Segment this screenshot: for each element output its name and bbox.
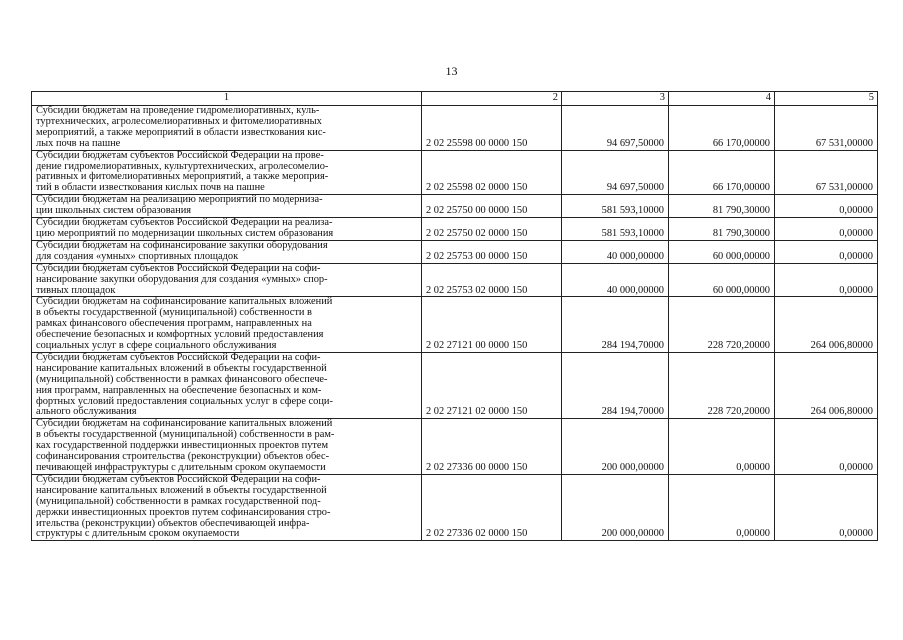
description-line: в объекты государственной (муниципальной) собственности в рам- — [36, 429, 335, 441]
amount-col-5: 67 531,00000 — [775, 150, 878, 195]
description-line: нансирование закупки оборудования для создания «умных» спор- — [36, 273, 328, 285]
income-code: 2 02 25753 00 0000 150 — [422, 240, 562, 263]
description-line: Субсидии бюджетам на софинансирование капитальных вложений — [36, 296, 333, 308]
description-line: софинансирования строительства (реконструкции) объектов обес- — [36, 451, 330, 463]
income-code: 2 02 25598 00 0000 150 — [422, 106, 562, 151]
description-line: Субсидии бюджетам на софинансирование капитальных вложений — [36, 418, 333, 430]
description-line: ального обслуживания — [36, 406, 137, 418]
row-description — [32, 263, 422, 297]
description-line: фортных условий предоставления социальных услуг в сфере соци- — [36, 395, 333, 407]
column-header-5: 5 — [775, 92, 878, 106]
column-header-2: 2 — [422, 92, 562, 106]
column-header-3: 3 — [562, 92, 669, 106]
table-row — [32, 297, 878, 353]
row-description — [32, 297, 422, 353]
description-line: лых почв на пашне — [36, 137, 121, 149]
amount-col-5: 264 006,80000 — [775, 352, 878, 418]
amount-col-4: 66 170,00000 — [669, 150, 775, 195]
description-line: тий в области известкования кислых почв на пашне — [36, 182, 265, 194]
amount-col-4: 81 790,30000 — [669, 195, 775, 218]
description-line: Субсидии бюджетам на реализацию мероприятий по модерниза- — [36, 194, 323, 206]
column-header-1: 1 — [32, 92, 422, 106]
table-row — [32, 352, 878, 418]
amount-col-3: 40 000,00000 — [562, 263, 669, 297]
amount-col-5: 0,00000 — [775, 240, 878, 263]
amount-col-5: 0,00000 — [775, 263, 878, 297]
row-description — [32, 106, 422, 151]
amount-col-4: 228 720,20000 — [669, 352, 775, 418]
description-line: ках государственной поддержки инвестиционных проектов путем — [36, 440, 329, 452]
description-line: ции школьных систем образования — [36, 205, 192, 217]
amount-col-3: 581 593,10000 — [562, 218, 669, 241]
income-code: 2 02 27336 00 0000 150 — [422, 419, 562, 475]
description-line: Субсидии бюджетам субъектов Российской Федерации на реализа- — [36, 217, 333, 229]
amount-col-3: 94 697,50000 — [562, 150, 669, 195]
description-line: печивающей инфраструктуры с длительным сроком окупаемости — [36, 462, 326, 473]
table-row — [32, 474, 878, 540]
description-line: в объекты государственной (муниципальной) собственности в — [36, 307, 312, 319]
amount-col-3: 581 593,10000 — [562, 195, 669, 218]
table-row — [32, 240, 878, 263]
description-line: нансирование капитальных вложений в объекты государственной — [36, 362, 327, 374]
income-code: 2 02 25750 00 0000 150 — [422, 195, 562, 218]
income-code: 2 02 27121 02 0000 150 — [422, 352, 562, 418]
budget-table — [31, 91, 878, 541]
description-line: ительства (реконструкции) объектов обеспечивающей инфра- — [36, 517, 310, 529]
amount-col-5: 264 006,80000 — [775, 297, 878, 353]
description-line: Субсидии бюджетам субъектов Российской Федерации на прове- — [36, 149, 324, 161]
row-description — [32, 419, 422, 475]
description-line: мероприятий, а также мероприятий в области известкования кис- — [36, 126, 326, 138]
description-line: Субсидии бюджетам субъектов Российской Федерации на софи- — [36, 473, 321, 485]
amount-col-5: 0,00000 — [775, 195, 878, 218]
income-code: 2 02 27121 00 0000 150 — [422, 297, 562, 353]
amount-col-3: 284 194,70000 — [562, 352, 669, 418]
amount-col-3: 284 194,70000 — [562, 297, 669, 353]
description-line: рамках финансового обеспечения программ, направленных на — [36, 318, 312, 330]
table-row — [32, 106, 878, 151]
description-line: для создания «умных» спортивных площадок — [36, 250, 239, 262]
amount-col-5: 67 531,00000 — [775, 106, 878, 151]
amount-col-4: 66 170,00000 — [669, 106, 775, 151]
description-line: Субсидии бюджетам на проведение гидромелиоративных, куль- — [36, 105, 320, 116]
description-line: ративных и фитомелиоративных мероприятий, а также мероприя- — [36, 171, 329, 183]
income-code: 2 02 27336 02 0000 150 — [422, 474, 562, 540]
amount-col-4: 228 720,20000 — [669, 297, 775, 353]
row-description — [32, 195, 422, 218]
description-line: (муниципальной) собственности в рамках финансового обеспече- — [36, 373, 328, 385]
column-header-4: 4 — [669, 92, 775, 106]
description-line: Субсидии бюджетам субъектов Российской Федерации на софи- — [36, 351, 321, 363]
page-number: 13 — [445, 64, 458, 78]
row-description — [32, 218, 422, 241]
amount-col-4: 81 790,30000 — [669, 218, 775, 241]
table-row — [32, 150, 878, 195]
description-line: держки инвестиционных проектов путем софинансирования стро- — [36, 506, 331, 518]
description-line: структуры с длительным сроком окупаемости — [36, 528, 240, 540]
income-code: 2 02 25598 02 0000 150 — [422, 150, 562, 195]
amount-col-4: 0,00000 — [669, 474, 775, 540]
income-code: 2 02 25750 02 0000 150 — [422, 218, 562, 241]
amount-col-4: 60 000,00000 — [669, 263, 775, 297]
amount-col-3: 200 000,00000 — [562, 419, 669, 475]
row-description — [32, 150, 422, 195]
row-description — [32, 474, 422, 540]
amount-col-3: 94 697,50000 — [562, 106, 669, 151]
amount-col-5: 0,00000 — [775, 419, 878, 475]
table-row — [32, 263, 878, 297]
income-code: 2 02 25753 02 0000 150 — [422, 263, 562, 297]
row-description — [32, 240, 422, 263]
description-line: (муниципальной) собственности в рамках государственной под- — [36, 495, 321, 507]
description-line: туртехнических, агролесомелиоративных и фитомелиоративных — [36, 115, 322, 127]
table-row — [32, 419, 878, 475]
amount-col-5: 0,00000 — [775, 474, 878, 540]
description-line: социальных услуг в сфере социального обслуживания — [36, 340, 277, 352]
table-header-row — [32, 92, 878, 106]
amount-col-4: 0,00000 — [669, 419, 775, 475]
description-line: ния программ, направленных на обеспечение безопасных и ком- — [36, 384, 322, 396]
row-description — [32, 352, 422, 418]
description-line: дение гидромелиоративных, культуртехнических, агролесомелио- — [36, 160, 329, 172]
table-row — [32, 218, 878, 241]
description-line: тивных площадок — [36, 284, 116, 296]
description-line: Субсидии бюджетам на софинансирование закупки оборудования — [36, 239, 328, 251]
table-row — [32, 195, 878, 218]
description-line: обеспечение безопасных и комфортных условий предоставления — [36, 329, 324, 341]
description-line: цию мероприятий по модернизации школьных систем образования — [36, 227, 334, 239]
amount-col-4: 60 000,00000 — [669, 240, 775, 263]
amount-col-5: 0,00000 — [775, 218, 878, 241]
amount-col-3: 40 000,00000 — [562, 240, 669, 263]
description-line: Субсидии бюджетам субъектов Российской Федерации на софи- — [36, 262, 321, 274]
amount-col-3: 200 000,00000 — [562, 474, 669, 540]
description-line: нансирование капитальных вложений в объекты государственной — [36, 484, 327, 496]
